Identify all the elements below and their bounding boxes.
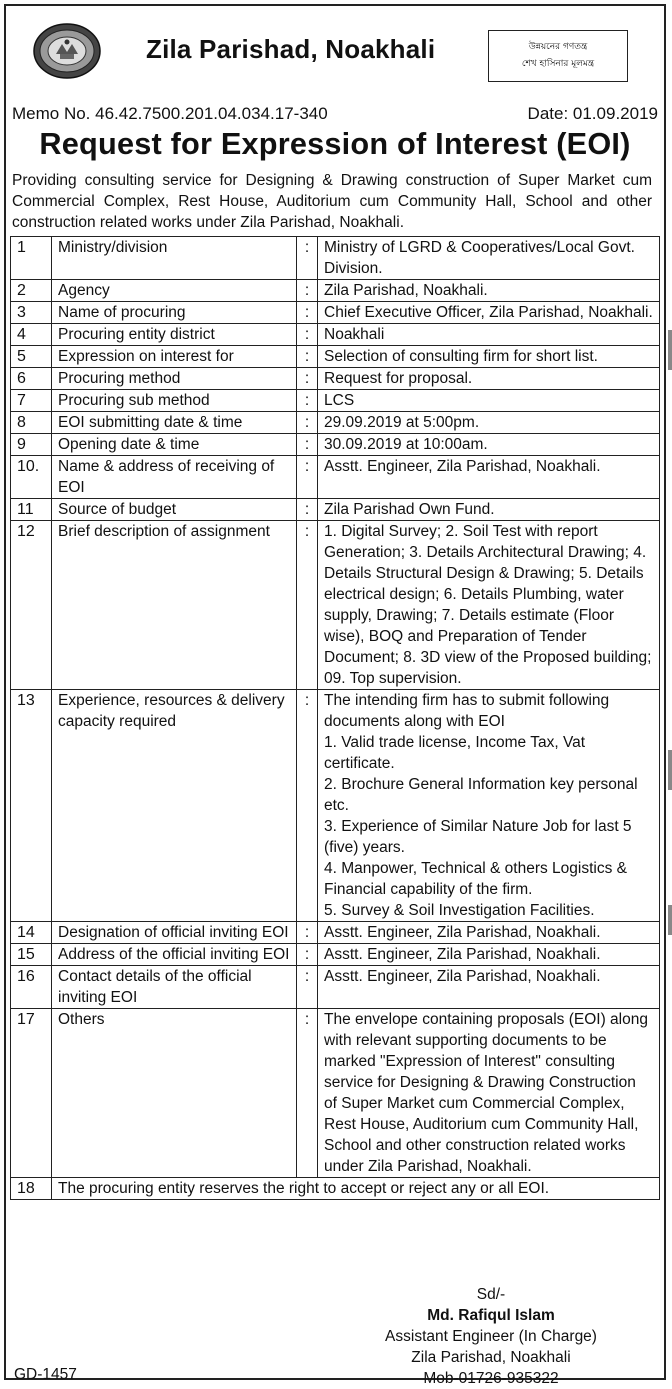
table-row xyxy=(11,324,660,346)
row-item: Others xyxy=(52,1009,297,1178)
notice-subject: Providing consulting service for Designing & Drawing construction of Super Market cum Commercial Complex, Rest House, Auditorium cum Community Hall, School and other construction related works under Zila Parishad, Noakhali. xyxy=(12,172,652,231)
row-colon: : xyxy=(297,434,318,456)
eoi-details-table xyxy=(10,236,660,1200)
row-value: Asstt. Engineer, Zila Parishad, Noakhali. xyxy=(318,944,660,966)
table-row xyxy=(11,499,660,521)
row-value: 1. Digital Survey; 2. Soil Test with report Generation; 3. Details Architectural Drawing; 4. Details Structural Design & Drawing; 5. Details electrical design; 6. Details Plumbing, water supply, Drawing; 7. Details estimate (Floor wise), BOQ and Preparation of Tender Document; 8. 3D view of the Proposed building; 09. Top supervision. xyxy=(318,521,660,690)
row-serial: 5 xyxy=(11,346,52,368)
signatory-name: Md. Rafiqul Islam xyxy=(427,1307,555,1324)
memo-number: Memo No. 46.42.7500.201.04.034.17-340 xyxy=(12,104,328,123)
row-colon: : xyxy=(297,368,318,390)
row-serial: 9 xyxy=(11,434,52,456)
row-value: The envelope containing proposals (EOI) along with relevant supporting documents to be marked "Expression of Interest" consulting service for Designing & Drawing Construction of Super Market cum Commercial Complex, Rest House, Auditorium cum Community Hall, School and other construction related works under Zila Parishad, Noakhali. xyxy=(318,1009,660,1178)
row-item: Procuring entity district xyxy=(52,324,297,346)
page-edge-mark xyxy=(668,905,672,935)
row-item: Agency xyxy=(52,280,297,302)
row-serial: 8 xyxy=(11,412,52,434)
signatory-mobile: Mob-01726-935322 xyxy=(423,1370,559,1387)
signatory-office: Zila Parishad, Noakhali xyxy=(411,1349,571,1366)
row-colon: : xyxy=(297,412,318,434)
row-value: LCS xyxy=(318,390,660,412)
row-item: Procuring method xyxy=(52,368,297,390)
notice-header xyxy=(6,6,668,96)
table-row xyxy=(11,346,660,368)
requirement-item: 2. Brochure General Information key personal etc. xyxy=(324,776,638,814)
signature-block xyxy=(366,1284,616,1389)
memo-date: Date: 01.09.2019 xyxy=(527,104,658,123)
page-edge-mark xyxy=(668,330,672,370)
requirement-intro: The intending firm has to submit following documents along with EOI xyxy=(324,692,610,730)
table-row xyxy=(11,302,660,324)
row-value: Asstt. Engineer, Zila Parishad, Noakhali. xyxy=(318,922,660,944)
table-row xyxy=(11,1009,660,1178)
row-colon: : xyxy=(297,521,318,690)
row-item: EOI submitting date & time xyxy=(52,412,297,434)
row-item: Name & address of receiving of EOI xyxy=(52,456,297,499)
table-row xyxy=(11,690,660,922)
table-row xyxy=(11,434,660,456)
row-value xyxy=(318,690,660,922)
row-item: Procuring sub method xyxy=(52,390,297,412)
row-serial: 10. xyxy=(11,456,52,499)
row-item: Ministry/division xyxy=(52,237,297,280)
gd-number: GD-1457 xyxy=(14,1366,77,1383)
signatory-designation: Assistant Engineer (In Charge) xyxy=(385,1328,597,1345)
row-value: Selection of consulting firm for short list. xyxy=(318,346,660,368)
signature-sd: Sd/- xyxy=(476,1286,506,1303)
row-colon: : xyxy=(297,346,318,368)
row-value: Request for proposal. xyxy=(318,368,660,390)
row-colon: : xyxy=(297,944,318,966)
row-value: 29.09.2019 at 5:00pm. xyxy=(318,412,660,434)
slogan-line-2: শেখ হাসিনার মূলমন্ত্র xyxy=(521,59,595,69)
row-value: Zila Parishad, Noakhali. xyxy=(318,280,660,302)
table-row xyxy=(11,1178,660,1200)
row-serial: 17 xyxy=(11,1009,52,1178)
row-serial: 3 xyxy=(11,302,52,324)
row-value: Zila Parishad Own Fund. xyxy=(318,499,660,521)
row-item: Address of the official inviting EOI xyxy=(52,944,297,966)
row-colon: : xyxy=(297,324,318,346)
row-colon: : xyxy=(297,922,318,944)
row-item: Designation of official inviting EOI xyxy=(52,922,297,944)
row-serial: 18 xyxy=(11,1178,52,1200)
row-serial: 4 xyxy=(11,324,52,346)
row-item: Opening date & time xyxy=(52,434,297,456)
table-row xyxy=(11,456,660,499)
table-row xyxy=(11,390,660,412)
row-serial: 16 xyxy=(11,966,52,1009)
row-serial: 12 xyxy=(11,521,52,690)
organization-name: Zila Parishad, Noakhali xyxy=(146,34,436,64)
table-row xyxy=(11,944,660,966)
row-serial: 14 xyxy=(11,922,52,944)
row-colon: : xyxy=(297,690,318,922)
table-row xyxy=(11,237,660,280)
row-serial: 2 xyxy=(11,280,52,302)
table-row xyxy=(11,922,660,944)
row-item: Source of budget xyxy=(52,499,297,521)
zila-parishad-seal-icon xyxy=(32,22,102,80)
row-serial: 15 xyxy=(11,944,52,966)
row-colon: : xyxy=(297,302,318,324)
row-item: Experience, resources & delivery capacity required xyxy=(52,690,297,922)
table-row xyxy=(11,966,660,1009)
table-row xyxy=(11,521,660,690)
row-statement: The procuring entity reserves the right to accept or reject any or all EOI. xyxy=(52,1178,660,1200)
row-serial: 11 xyxy=(11,499,52,521)
table-row xyxy=(11,368,660,390)
row-value: 30.09.2019 at 10:00am. xyxy=(318,434,660,456)
table-row xyxy=(11,280,660,302)
row-item: Expression on interest for xyxy=(52,346,297,368)
row-colon: : xyxy=(297,237,318,280)
row-value: Chief Executive Officer, Zila Parishad, Noakhali. xyxy=(318,302,660,324)
row-colon: : xyxy=(297,390,318,412)
row-value: Ministry of LGRD & Cooperatives/Local Govt. Division. xyxy=(318,237,660,280)
row-value: Asstt. Engineer, Zila Parishad, Noakhali. xyxy=(318,966,660,1009)
row-serial: 1 xyxy=(11,237,52,280)
slogan-line-1: উন্নয়নের গণতন্ত্র xyxy=(528,42,588,52)
requirement-item: 1. Valid trade license, Income Tax, Vat certificate. xyxy=(324,734,586,772)
row-serial: 7 xyxy=(11,390,52,412)
notice-frame xyxy=(4,4,666,1387)
row-item: Name of procuring xyxy=(52,302,297,324)
row-item: Brief description of assignment xyxy=(52,521,297,690)
slogan-box xyxy=(488,30,628,82)
row-value: Asstt. Engineer, Zila Parishad, Noakhali. xyxy=(318,456,660,499)
row-colon: : xyxy=(297,1009,318,1178)
requirement-item: 3. Experience of Similar Nature Job for last 5 (five) years. xyxy=(324,818,632,856)
notice-title: Request for Expression of Interest (EOI) xyxy=(39,126,631,161)
requirement-item: 4. Manpower, Technical & others Logistics & Financial capability of the firm. xyxy=(324,860,627,898)
row-colon: : xyxy=(297,456,318,499)
row-item: Contact details of the official inviting EOI xyxy=(52,966,297,1009)
table-row xyxy=(11,412,660,434)
row-serial: 6 xyxy=(11,368,52,390)
row-value: Noakhali xyxy=(318,324,660,346)
row-serial: 13 xyxy=(11,690,52,922)
row-colon: : xyxy=(297,966,318,1009)
row-colon: : xyxy=(297,280,318,302)
page-edge-mark xyxy=(668,750,672,790)
row-colon: : xyxy=(297,499,318,521)
requirement-item: 5. Survey & Soil Investigation Facilities. xyxy=(324,902,595,919)
